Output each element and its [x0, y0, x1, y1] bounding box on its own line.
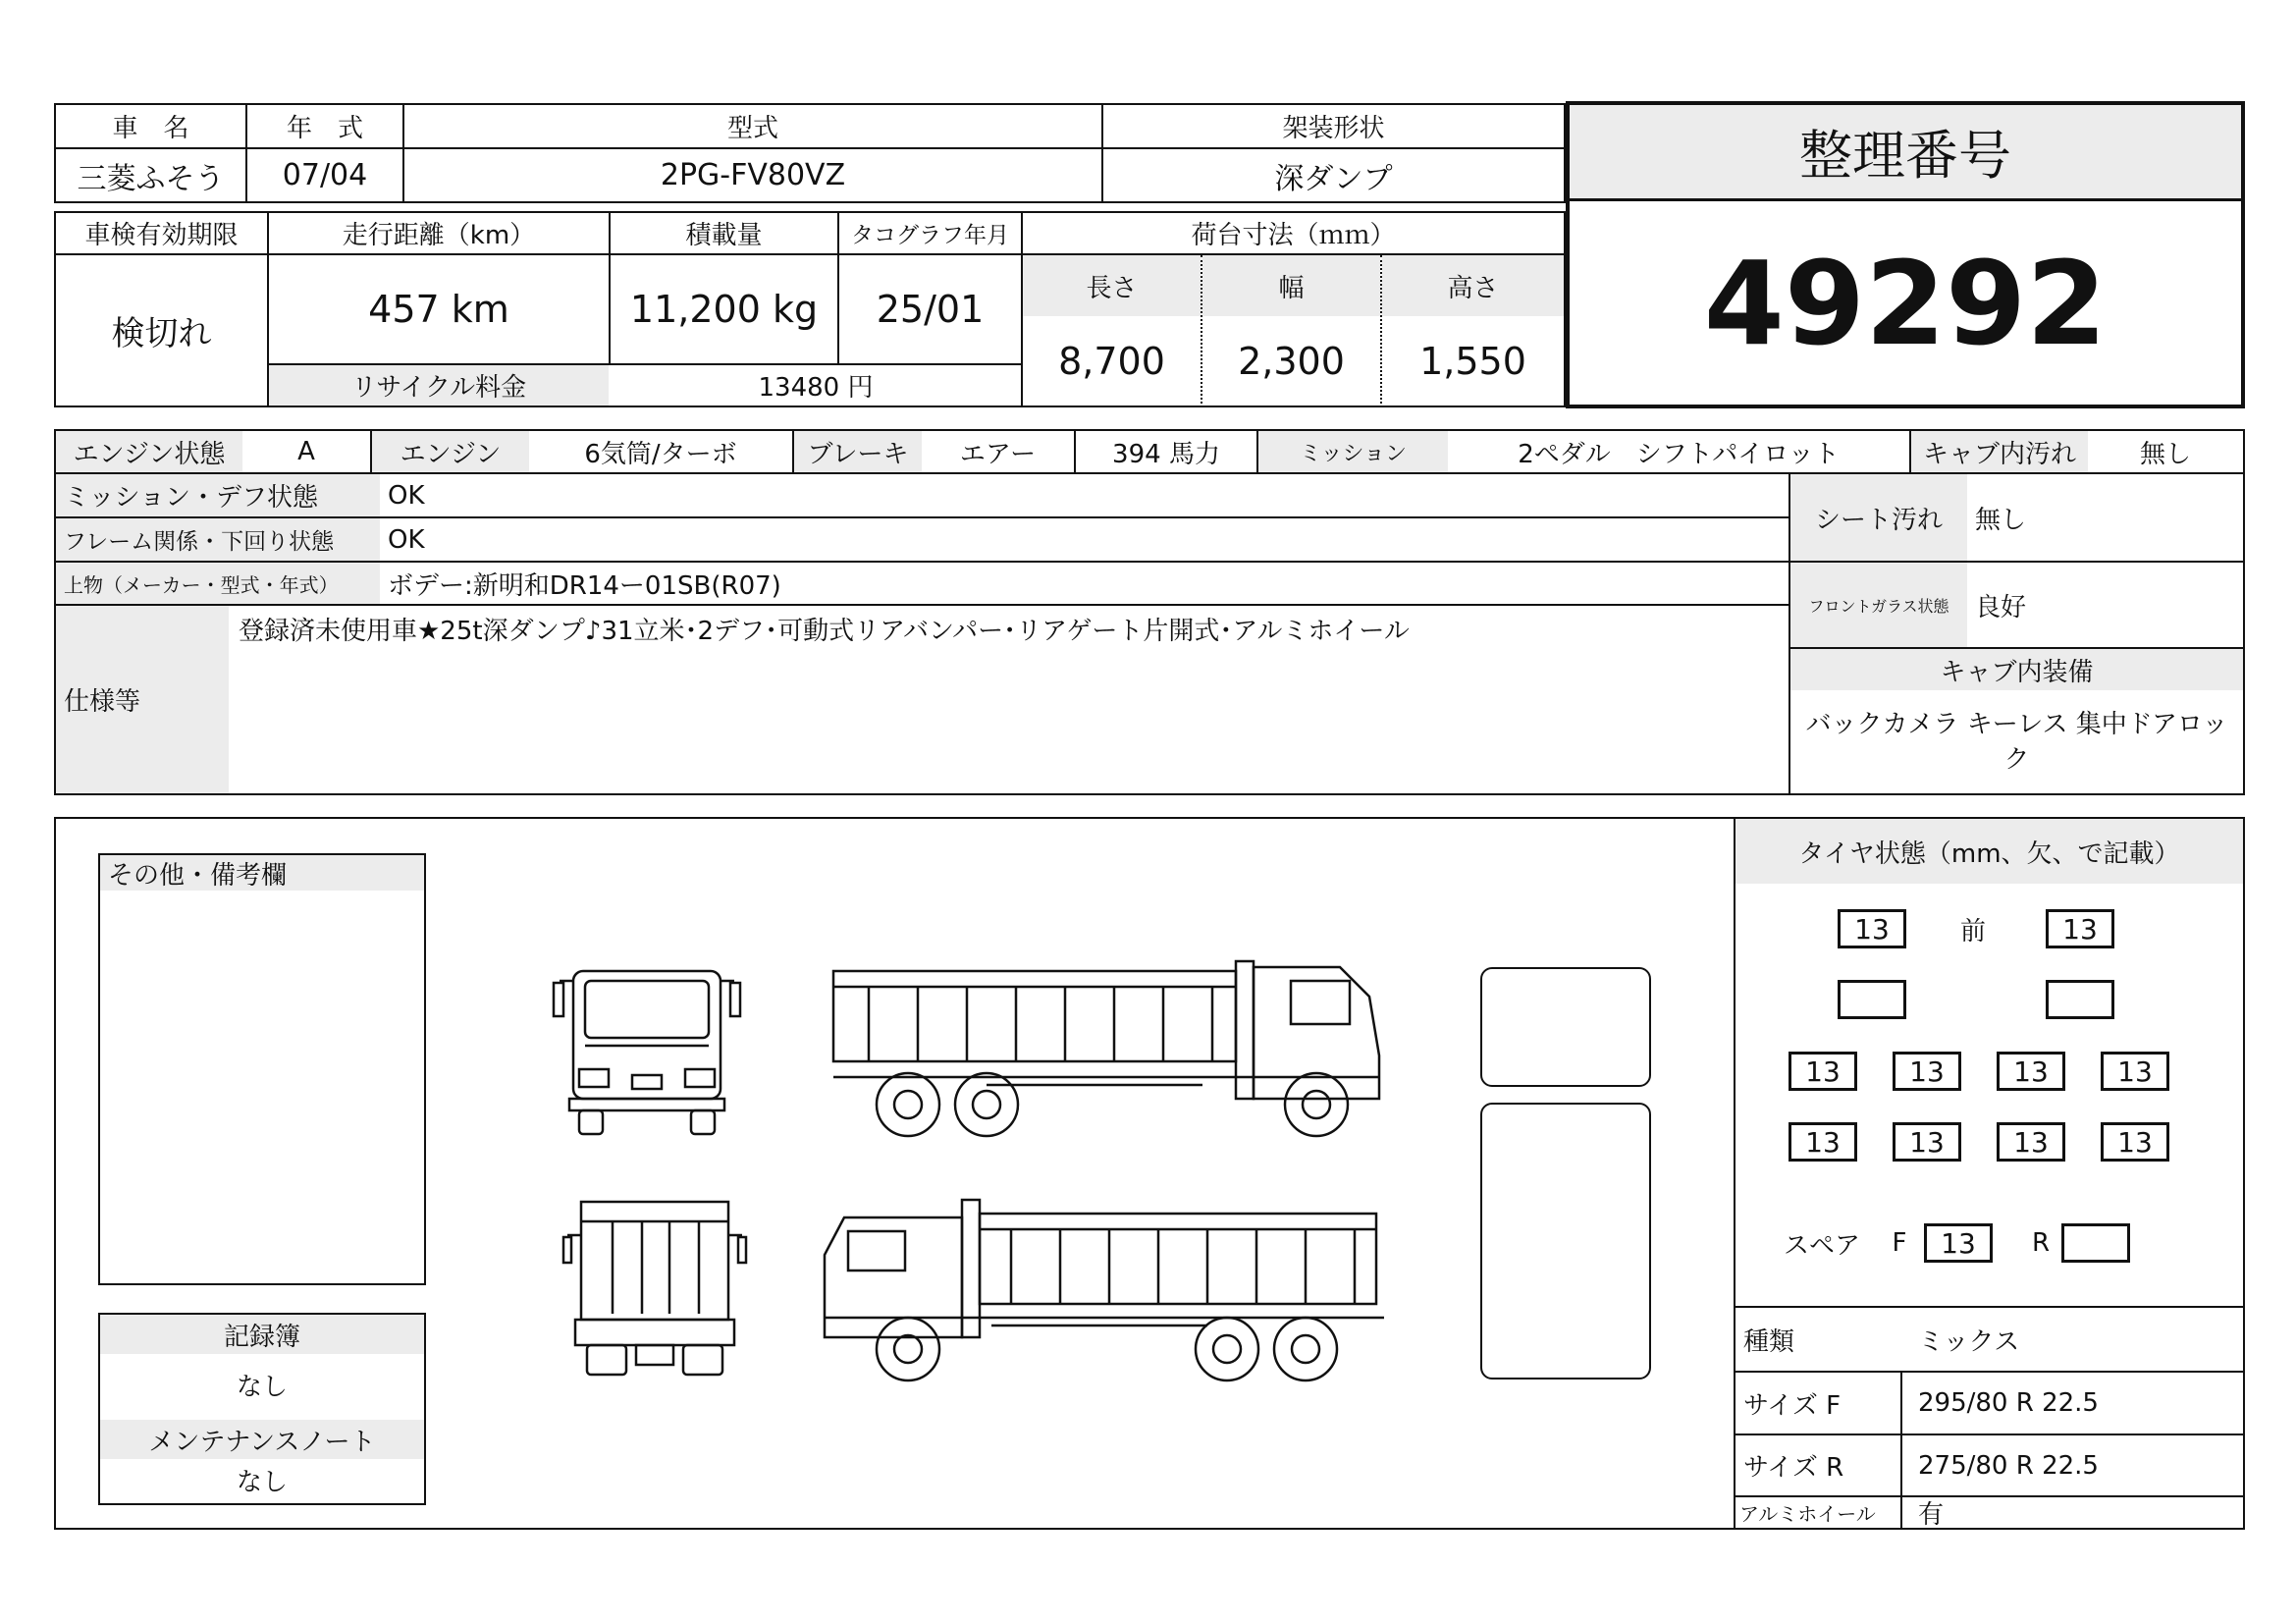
mission-diff-value: OK	[388, 480, 425, 511]
tire-rear1-4: 13	[2101, 1052, 2169, 1091]
engine-state-label: エンジン状態	[56, 431, 242, 472]
engine-state-value: A	[297, 437, 315, 466]
divider	[1900, 1371, 1902, 1530]
tire-type-value: ミックス	[1918, 1326, 2020, 1357]
tire-type-label: 種類	[1743, 1326, 1795, 1357]
bed-width-value: 2,300	[1238, 339, 1345, 383]
engine-value: 6気筒/ターボ	[584, 439, 737, 469]
tire-size-front-label: サイズ F	[1743, 1390, 1842, 1421]
spare-label: スペア	[1783, 1230, 1860, 1261]
tire-spare-front: 13	[1924, 1223, 1993, 1263]
tire-front-right: 13	[2046, 909, 2114, 948]
inspection-label: 車検有効期限	[84, 221, 239, 250]
recycle-label: リサイクル料金	[269, 365, 609, 406]
remarks-box	[98, 853, 426, 1285]
tire-rear2-1: 13	[1789, 1122, 1857, 1162]
ref-number-label: 整理番号	[1570, 105, 2241, 198]
upper-body-label: 上物（メーカー・型式・年式）	[56, 563, 380, 604]
tire-size-front-value: 295/80 R 22.5	[1918, 1388, 2099, 1418]
spec-value: 登録済未使用車★25t深ダンプ♪31立米･2デフ･可動式リアバンパー･リアゲート片開式･アルミホイール	[239, 617, 1410, 646]
truck-side-view-left	[815, 1196, 1404, 1392]
cab-equipment-value: バックカメラ キーレス 集中ドアロック	[1805, 710, 2228, 775]
seat-dirt-label: シート汚れ	[1790, 474, 1967, 561]
cab-dirt-value: 無し	[2139, 439, 2191, 469]
divider	[54, 604, 1789, 606]
tacho-label: タコグラフ年月	[851, 223, 1009, 248]
alloy-wheel-label: アルミホイール	[1739, 1502, 1876, 1526]
remarks-label: その他・備考欄	[100, 855, 424, 891]
tire-blank-left	[1838, 980, 1906, 1019]
brake-label: ブレーキ	[794, 431, 922, 472]
body-type-label: 架装形状	[1282, 114, 1385, 143]
spare-f-label: F	[1892, 1228, 1907, 1258]
front-label: 前	[1959, 916, 1986, 947]
tire-panel-title: タイヤ状態（mm、欠、で記載）	[1735, 819, 2243, 884]
brake-value: エアー	[959, 439, 1037, 469]
record-book-label: 記録簿	[100, 1315, 424, 1354]
tire-rear1-3: 13	[1997, 1052, 2065, 1091]
year-value: 07/04	[282, 158, 368, 192]
tire-rear2-2: 13	[1893, 1122, 1961, 1162]
tacho-value: 25/01	[876, 288, 985, 331]
horsepower-value: 394 馬力	[1112, 439, 1220, 469]
tire-rear1-1: 13	[1789, 1052, 1857, 1091]
mileage-value: 457 km	[368, 288, 509, 331]
tire-size-rear-value: 275/80 R 22.5	[1918, 1450, 2099, 1481]
engine-label: エンジン	[372, 431, 529, 472]
tire-size-rear-label: サイズ R	[1743, 1453, 1844, 1483]
mission-diff-label: ミッション・デフ状態	[56, 474, 380, 516]
frame-value: OK	[388, 524, 425, 555]
truck-top-view-cab	[1480, 967, 1651, 1087]
cab-equipment-label: キャブ内装備	[1790, 649, 2243, 690]
recycle-value: 13480 円	[758, 373, 874, 403]
year-label: 年 式	[286, 114, 363, 143]
cab-dirt-label: キャブ内汚れ	[1911, 431, 2088, 472]
alloy-wheel-value: 有	[1918, 1500, 1945, 1530]
maintenance-note-label: メンテナンスノート	[100, 1420, 424, 1459]
tire-rear2-4: 13	[2101, 1122, 2169, 1162]
load-label: 積載量	[685, 221, 763, 250]
bed-length-label: 長さ	[1023, 255, 1201, 316]
record-book-value: なし	[236, 1372, 288, 1402]
truck-front-view	[550, 967, 746, 1144]
tire-blank-right	[2046, 980, 2114, 1019]
truck-rear-view	[560, 1196, 756, 1382]
truck-top-view-bed	[1480, 1103, 1651, 1380]
spec-label: 仕様等	[56, 606, 229, 793]
inspection-value: 検切れ	[111, 314, 212, 353]
mileage-label: 走行距離（km）	[342, 221, 536, 250]
mission-value: 2ペダル シフトパイロット	[1518, 439, 1840, 469]
upper-body-value: ボデー:新明和DR14ー01SB(R07)	[388, 570, 781, 601]
tire-front-left: 13	[1838, 909, 1906, 948]
ref-number-value: 49292	[1703, 235, 2108, 371]
bed-height-value: 1,550	[1419, 339, 1526, 383]
truck-side-view-right	[829, 957, 1389, 1154]
maintenance-note-value: なし	[236, 1467, 288, 1497]
car-name-label: 車 名	[112, 114, 189, 143]
bed-length-value: 8,700	[1058, 339, 1165, 383]
mission-label: ミッション	[1258, 431, 1448, 472]
windshield-value: 良好	[1975, 592, 2027, 622]
model-value: 2PG-FV80VZ	[660, 158, 846, 192]
windshield-label: フロントガラス状態	[1790, 563, 1967, 647]
bed-size-label: 荷台寸法（ｍｍ）	[1191, 221, 1396, 250]
tire-spare-rear	[2061, 1223, 2130, 1263]
bed-width-label: 幅	[1202, 255, 1380, 316]
car-name-value: 三菱ふそう	[77, 161, 225, 196]
body-type-value: 深ダンプ	[1274, 161, 1393, 196]
tire-rear2-3: 13	[1997, 1122, 2065, 1162]
load-value: 11,200 kg	[629, 288, 819, 331]
frame-label: フレーム関係・下回り状態	[56, 518, 380, 561]
model-label: 型式	[726, 114, 778, 143]
spare-r-label: R	[2031, 1228, 2051, 1258]
bed-height-label: 高さ	[1382, 255, 1564, 316]
tire-rear1-2: 13	[1893, 1052, 1961, 1091]
seat-dirt-value: 無し	[1975, 505, 2027, 535]
